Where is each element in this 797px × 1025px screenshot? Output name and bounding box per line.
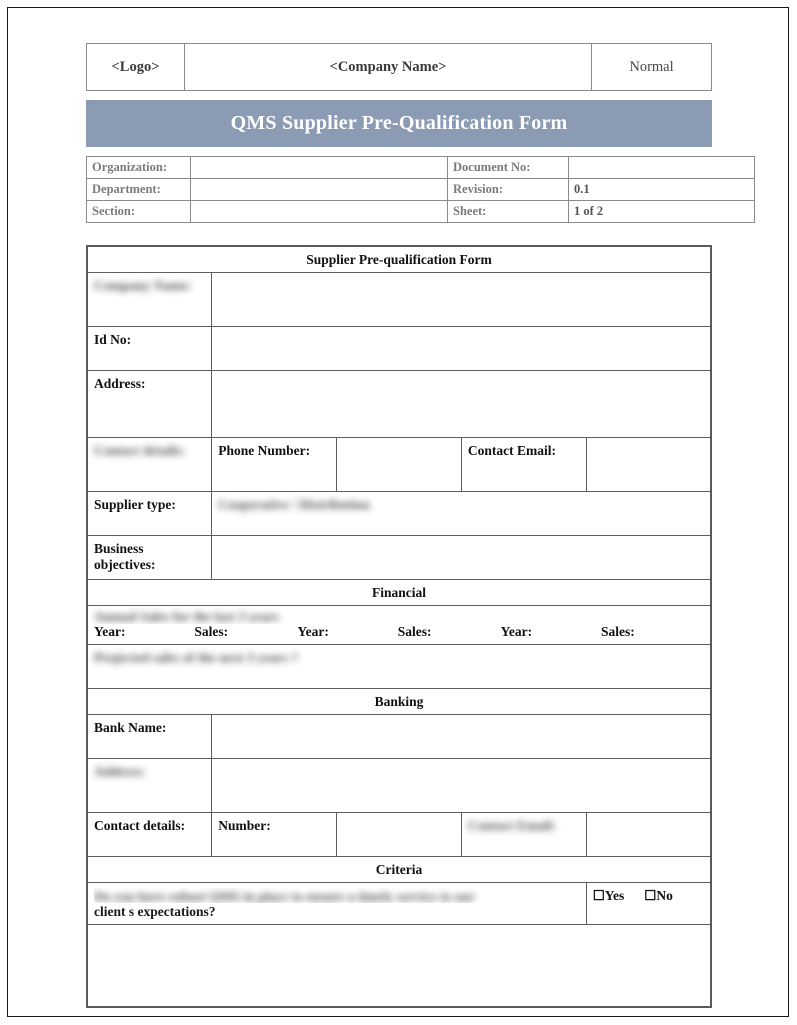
supplier-prequalification-table [86, 245, 712, 1008]
table-row [87, 371, 711, 438]
form-title: Supplier Pre-qualification Form [87, 246, 711, 273]
organization-label: Organization: [87, 157, 191, 179]
projected-sales-label: Projected sales of the next 3 years ? [94, 650, 299, 665]
revision-label: Revision: [448, 179, 569, 201]
company-name-placeholder: <Company Name> [185, 44, 592, 91]
section-header-criteria: Criteria [87, 857, 711, 883]
table-row [87, 606, 711, 645]
table-row [87, 857, 711, 883]
table-row [87, 759, 711, 813]
organization-value[interactable] [191, 157, 448, 179]
department-value[interactable] [191, 179, 448, 201]
table-row [87, 157, 755, 179]
bank-email-input[interactable] [586, 813, 711, 857]
annual-sales-label-text: Annual Sales for the last 3 years [94, 609, 280, 624]
supplier-type-value: Cooperative / Distribution [218, 497, 370, 512]
section-header-banking: Banking [87, 689, 711, 715]
document-page [7, 7, 789, 1017]
table-row [87, 715, 711, 759]
table-row [87, 273, 711, 327]
table-row [87, 883, 711, 925]
yes-label: Yes [604, 888, 625, 903]
sheet-value[interactable]: 1 of 2 [569, 201, 755, 223]
business-objectives-label: Business objectives: [87, 536, 212, 580]
financial-sales-label-3: Sales: [601, 624, 635, 639]
contact-email-input[interactable] [586, 438, 711, 492]
no-checkbox[interactable]: ☐ [644, 888, 657, 903]
table-row [87, 438, 711, 492]
financial-year-sales-columns [88, 624, 710, 644]
bank-name-input[interactable] [212, 715, 711, 759]
header-row [87, 44, 712, 91]
bank-email-label-text: Contact Email: [467, 818, 557, 833]
company-name-label-text: Company Name: [94, 278, 192, 293]
document-metadata-table [86, 156, 755, 223]
department-label: Department: [87, 179, 191, 201]
company-name-input[interactable] [212, 273, 711, 327]
table-row [87, 645, 711, 689]
criteria-notes-area[interactable] [87, 925, 711, 1008]
yes-checkbox[interactable]: ☐ [592, 888, 605, 903]
id-no-label: Id No: [87, 327, 212, 371]
bank-contact-details-label: Contact details: [87, 813, 212, 857]
form-title-banner: QMS Supplier Pre-Qualification Form [86, 100, 712, 147]
document-no-label: Document No: [448, 157, 569, 179]
contact-email-label: Contact Email: [461, 438, 586, 492]
table-row [87, 689, 711, 715]
table-row [87, 201, 755, 223]
bank-name-label: Bank Name: [87, 715, 212, 759]
document-body [86, 43, 712, 1008]
phone-number-input[interactable] [337, 438, 462, 492]
table-row [87, 492, 711, 536]
phone-number-label: Phone Number: [212, 438, 337, 492]
revision-value[interactable]: 0.1 [569, 179, 755, 201]
financial-projected-sales-row[interactable] [87, 645, 711, 689]
bank-email-label [461, 813, 586, 857]
address-label: Address: [87, 371, 212, 438]
financial-year-label-2: Year: [297, 624, 329, 639]
id-no-input[interactable] [212, 327, 711, 371]
section-label: Section: [87, 201, 191, 223]
financial-sales-label-2: Sales: [397, 624, 432, 639]
criteria-question [87, 883, 586, 925]
business-objectives-input[interactable] [212, 536, 711, 580]
bank-address-label-text: Address: [94, 764, 146, 779]
company-name-label [87, 273, 212, 327]
table-row [87, 536, 711, 580]
table-row [87, 179, 755, 201]
section-header-financial: Financial [87, 580, 711, 606]
bank-address-label [87, 759, 212, 813]
bank-number-input[interactable] [337, 813, 462, 857]
contact-details-label-text: Contact details: [94, 443, 186, 458]
table-row [87, 925, 711, 1008]
logo-placeholder: <Logo> [87, 44, 185, 91]
table-row [87, 246, 711, 273]
criteria-question-line-1 [94, 888, 580, 903]
supplier-type-options[interactable] [212, 492, 711, 536]
table-row [87, 580, 711, 606]
financial-sales-label-1: Sales: [194, 624, 229, 639]
sheet-label: Sheet: [448, 201, 569, 223]
financial-year-label-3: Year: [500, 624, 533, 639]
financial-year-label-1: Year: [94, 624, 126, 639]
section-value[interactable] [191, 201, 448, 223]
bank-address-input[interactable] [212, 759, 711, 813]
criteria-question-line-1-text: Do you have robust QMS in place to ensure a timely service to our [94, 889, 475, 903]
bank-number-label: Number: [212, 813, 337, 857]
table-row [87, 813, 711, 857]
document-header-table [86, 43, 712, 91]
financial-annual-sales-row [87, 606, 711, 645]
table-row [87, 327, 711, 371]
document-no-value[interactable] [569, 157, 755, 179]
supplier-type-label: Supplier type: [87, 492, 212, 536]
no-label: No [656, 888, 673, 903]
annual-sales-label [88, 606, 710, 624]
document-status: Normal [592, 44, 712, 91]
address-input[interactable] [212, 371, 711, 438]
contact-details-label [87, 438, 212, 492]
criteria-answer-group[interactable] [586, 883, 711, 925]
criteria-question-line-2: client s expectations? [94, 904, 216, 919]
